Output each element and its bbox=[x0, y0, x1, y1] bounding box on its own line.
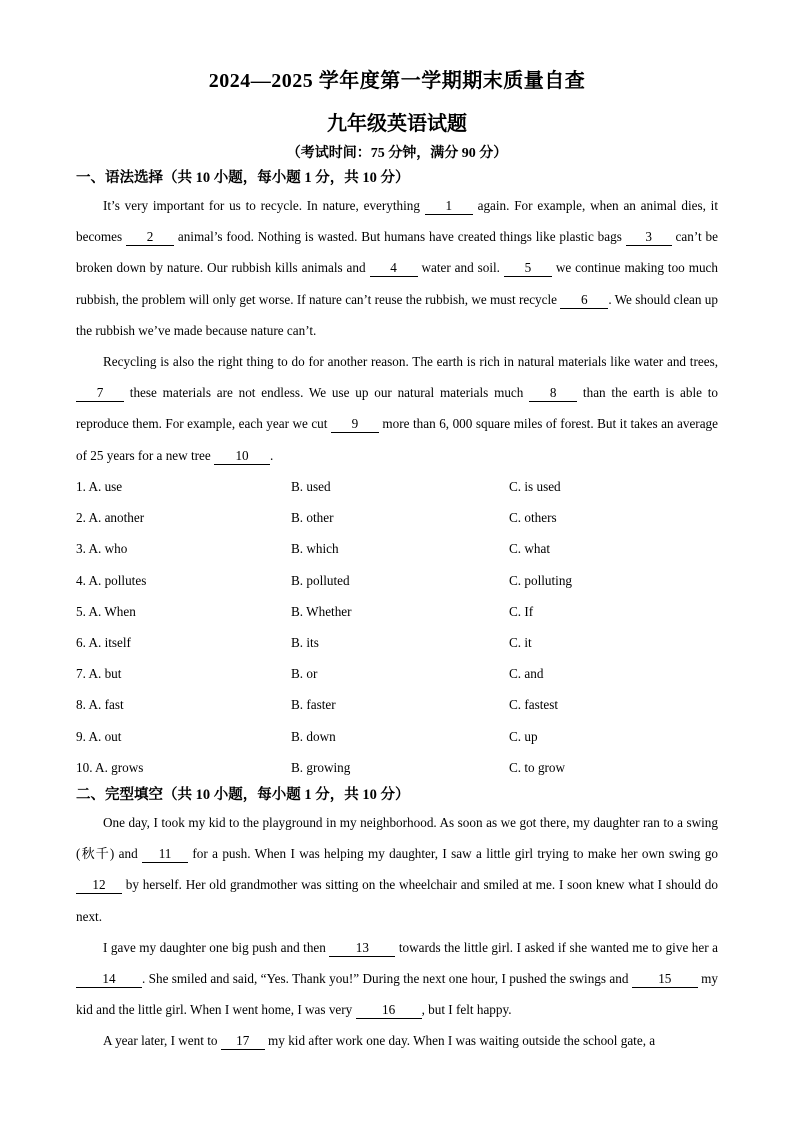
option-row bbox=[76, 627, 718, 658]
option-c: C. it bbox=[509, 634, 532, 650]
blank-6: 6 bbox=[560, 292, 608, 309]
option-c: C. up bbox=[509, 728, 538, 744]
blank-5: 5 bbox=[504, 260, 552, 277]
option-c: C. others bbox=[509, 510, 557, 526]
option-a: 7. A. but bbox=[76, 666, 122, 682]
option-a: 6. A. itself bbox=[76, 634, 131, 650]
blank-9: 9 bbox=[331, 416, 379, 433]
option-a: 9. A. out bbox=[76, 728, 122, 744]
section2-paragraph-3: A year later, I went to 17 my kid after work one day. When I was waiting outside the school gate, a bbox=[103, 1033, 656, 1048]
exam-info: （考试时间：75 分钟，满分 90 分） bbox=[286, 146, 508, 161]
option-b: B. or bbox=[291, 666, 318, 682]
option-b: B. faster bbox=[291, 697, 336, 713]
option-c: C. is used bbox=[509, 479, 561, 494]
blank-17: 17 bbox=[221, 1033, 265, 1050]
option-b: B. growing bbox=[291, 759, 351, 775]
section1-options bbox=[76, 471, 718, 783]
option-b: B. other bbox=[291, 510, 334, 526]
option-row bbox=[76, 565, 718, 596]
blank-14: 14 bbox=[76, 971, 142, 988]
option-a: 5. A. When bbox=[76, 603, 136, 619]
option-a: 3. A. who bbox=[76, 541, 128, 557]
blank-15: 15 bbox=[632, 971, 698, 988]
blank-8: 8 bbox=[529, 385, 577, 402]
option-a: 2. A. another bbox=[76, 510, 145, 526]
option-b: B. down bbox=[291, 728, 336, 744]
blank-7: 7 bbox=[76, 385, 124, 402]
option-row bbox=[76, 658, 718, 689]
section1-heading: 一、语法选择（共 10 小题，每小题 1 分，共 10 分） bbox=[76, 170, 410, 186]
blank-1: 1 bbox=[425, 198, 473, 215]
option-c: C. polluting bbox=[509, 572, 573, 588]
section2-heading: 二、完型填空（共 10 小题，每小题 1 分，共 10 分） bbox=[76, 787, 410, 803]
option-b: B. polluted bbox=[291, 572, 350, 588]
option-row bbox=[76, 596, 718, 627]
option-c: C. and bbox=[509, 666, 544, 682]
option-a: 10. A. grows bbox=[76, 759, 144, 775]
blank-12: 12 bbox=[76, 877, 122, 894]
option-b: B. its bbox=[291, 634, 319, 650]
section2-paragraph-2: I gave my daughter one big push and then 13 towards the little girl. I asked if she wanted me to give her a 14 . She smiled and said, “Yes. Thank you!” During the next one hour, I pushed the swings and 15 my kid and the little girl. When I went home, I was very 16 , but I felt happy. bbox=[76, 940, 718, 1018]
blank-2: 2 bbox=[126, 229, 174, 246]
option-row bbox=[76, 689, 718, 720]
option-row bbox=[76, 502, 718, 533]
exam-subtitle: 九年级英语试题 bbox=[327, 113, 467, 135]
option-b: B. used bbox=[291, 479, 331, 494]
exam-title: 2024—2025 学年度第一学期期末质量自查 bbox=[208, 70, 586, 92]
blank-3: 3 bbox=[626, 229, 672, 246]
option-c: C. what bbox=[509, 541, 551, 557]
option-a: 4. A. pollutes bbox=[76, 572, 147, 588]
option-a: 8. A. fast bbox=[76, 697, 124, 713]
blank-16: 16 bbox=[356, 1002, 422, 1019]
blank-11: 11 bbox=[142, 846, 188, 863]
option-c: C. to grow bbox=[509, 759, 566, 775]
section1-paragraph-1: It’s very important for us to recycle. In nature, everything 1 again. For example, when an animal dies, it becomes 2 animal’s food. Nothing is wasted. But humans have created things like plastic bags 3 can’t be broken down by nature. Our rubbish kills animals and 4 water and soil. 5 we continue making too much rubbish, the problem will only get worse. If nature can’t reuse the rubbish, we must recycle 6 . We should clean up the rubbish we’ve made because nature can’t. bbox=[76, 198, 719, 338]
blank-13: 13 bbox=[329, 940, 395, 957]
option-row bbox=[76, 721, 718, 752]
blank-10: 10 bbox=[214, 448, 270, 465]
option-row bbox=[76, 533, 718, 564]
option-c: C. If bbox=[509, 603, 534, 619]
option-b: B. which bbox=[291, 541, 339, 557]
section1-paragraph-2: Recycling is also the right thing to do for another reason. The earth is rich in natural materials like water and trees, 7 these materials are not endless. We use up our natural materials much 8 than the earth is able to reproduce them. For example, each year we cut 9 more than 6, 000 square miles of forest. But it takes an average of 25 years for a new tree 10 . bbox=[76, 354, 718, 463]
option-row bbox=[76, 471, 718, 502]
section2-paragraph-1: One day, I took my kid to the playground in my neighborhood. As soon as we got there, my daughter ran to a swing (秋千) and 11 for a push. When I was helping my daughter, I saw a little girl trying to make her own swing go 12 by herself. Her old grandmother was sitting on the wheelchair and smiled at me. I soon knew what I should do next. bbox=[76, 815, 719, 924]
option-c: C. fastest bbox=[509, 697, 559, 713]
blank-4: 4 bbox=[370, 260, 418, 277]
option-b: B. Whether bbox=[291, 603, 352, 619]
option-row bbox=[76, 752, 718, 783]
option-a: 1. A. use bbox=[76, 479, 123, 494]
